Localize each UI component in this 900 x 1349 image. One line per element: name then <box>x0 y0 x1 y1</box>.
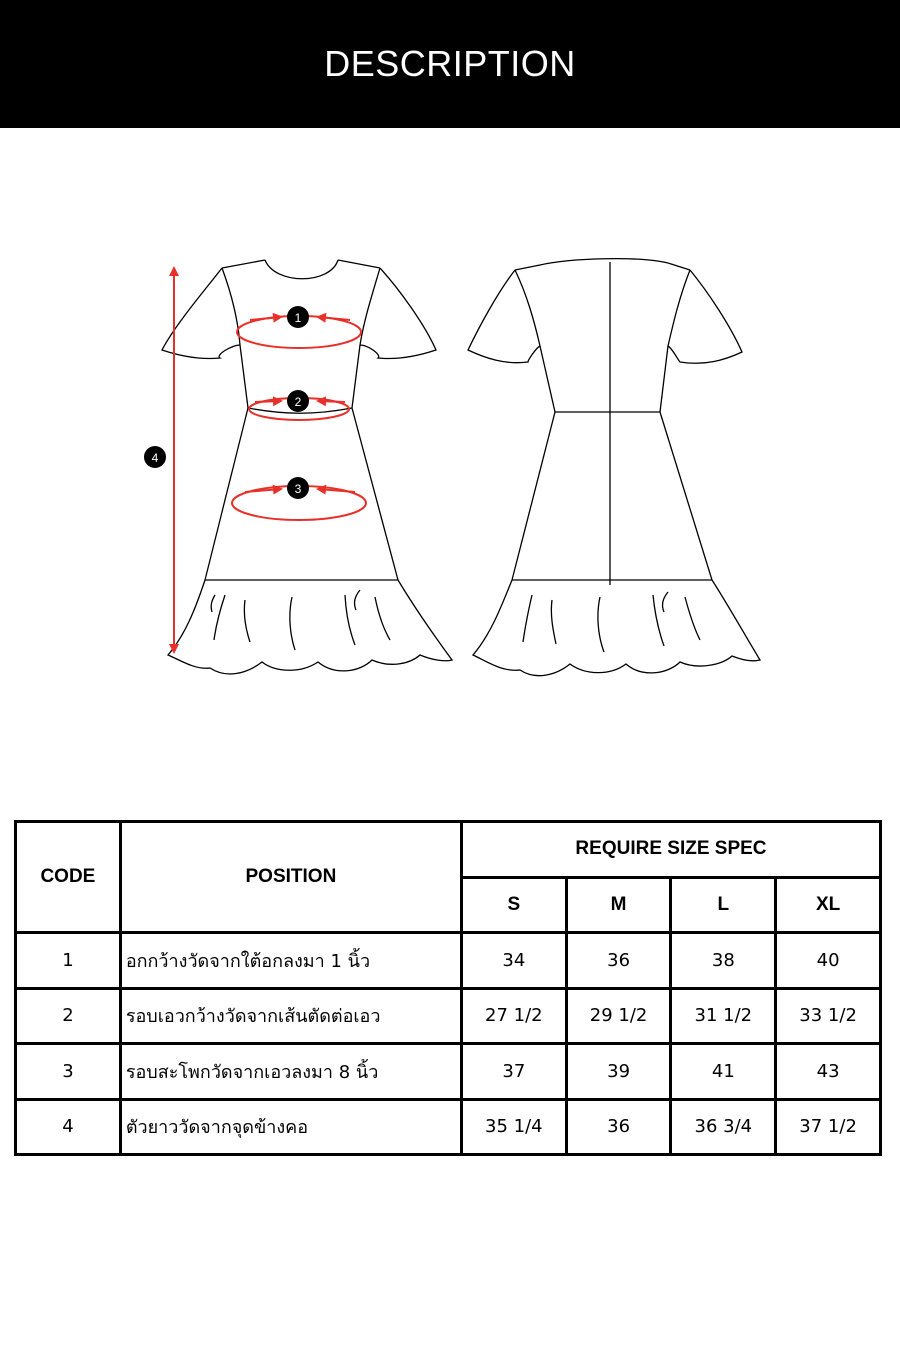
size-header-xl: XL <box>776 877 881 933</box>
row-position: อกกว้างวัดจากใต้อกลงมา 1 นิ้ว <box>120 933 461 989</box>
row-position: รอบสะโพกวัดจากเอวลงมา 8 นิ้ว <box>120 1044 461 1100</box>
size-header-l: L <box>671 877 776 933</box>
row-value-xl: 37 1/2 <box>776 1099 881 1155</box>
row-code: 2 <box>16 988 121 1044</box>
row-value-s: 35 1/4 <box>461 1099 566 1155</box>
code-header: CODE <box>16 822 121 933</box>
row-value-l: 41 <box>671 1044 776 1100</box>
row-value-s: 34 <box>461 933 566 989</box>
spec-header: REQUIRE SIZE SPEC <box>461 822 880 878</box>
row-value-xl: 33 1/2 <box>776 988 881 1044</box>
row-code: 1 <box>16 933 121 989</box>
svg-text:4: 4 <box>151 451 159 465</box>
row-value-l: 38 <box>671 933 776 989</box>
marker-2 <box>287 390 309 412</box>
marker-4 <box>144 446 166 468</box>
row-value-xl: 43 <box>776 1044 881 1100</box>
marker-3 <box>287 477 309 499</box>
row-code: 4 <box>16 1099 121 1155</box>
row-value-l: 31 1/2 <box>671 988 776 1044</box>
size-header-m: M <box>566 877 671 933</box>
back-dress-sketch <box>468 259 760 676</box>
table-row <box>16 933 881 989</box>
page-title: DESCRIPTION <box>324 43 576 84</box>
row-value-xl: 40 <box>776 933 881 989</box>
dress-measurement-diagram <box>0 240 900 700</box>
svg-text:3: 3 <box>294 482 302 496</box>
row-value-m: 29 1/2 <box>566 988 671 1044</box>
svg-text:1: 1 <box>294 311 302 325</box>
row-value-m: 39 <box>566 1044 671 1100</box>
row-value-s: 37 <box>461 1044 566 1100</box>
row-value-l: 36 3/4 <box>671 1099 776 1155</box>
position-header: POSITION <box>120 822 461 933</box>
row-value-m: 36 <box>566 933 671 989</box>
size-spec-table <box>14 820 882 1156</box>
svg-text:2: 2 <box>294 395 302 409</box>
row-position: ตัวยาววัดจากจุดข้างคอ <box>120 1099 461 1155</box>
row-position: รอบเอวกว้างวัดจากเส้นตัดต่อเอว <box>120 988 461 1044</box>
row-code: 3 <box>16 1044 121 1100</box>
row-value-m: 36 <box>566 1099 671 1155</box>
table-row <box>16 988 881 1044</box>
size-header-s: S <box>461 877 566 933</box>
row-value-s: 27 1/2 <box>461 988 566 1044</box>
table-row <box>16 1044 881 1100</box>
marker-1 <box>287 306 309 328</box>
page-header <box>0 0 900 128</box>
table-row <box>16 1099 881 1155</box>
